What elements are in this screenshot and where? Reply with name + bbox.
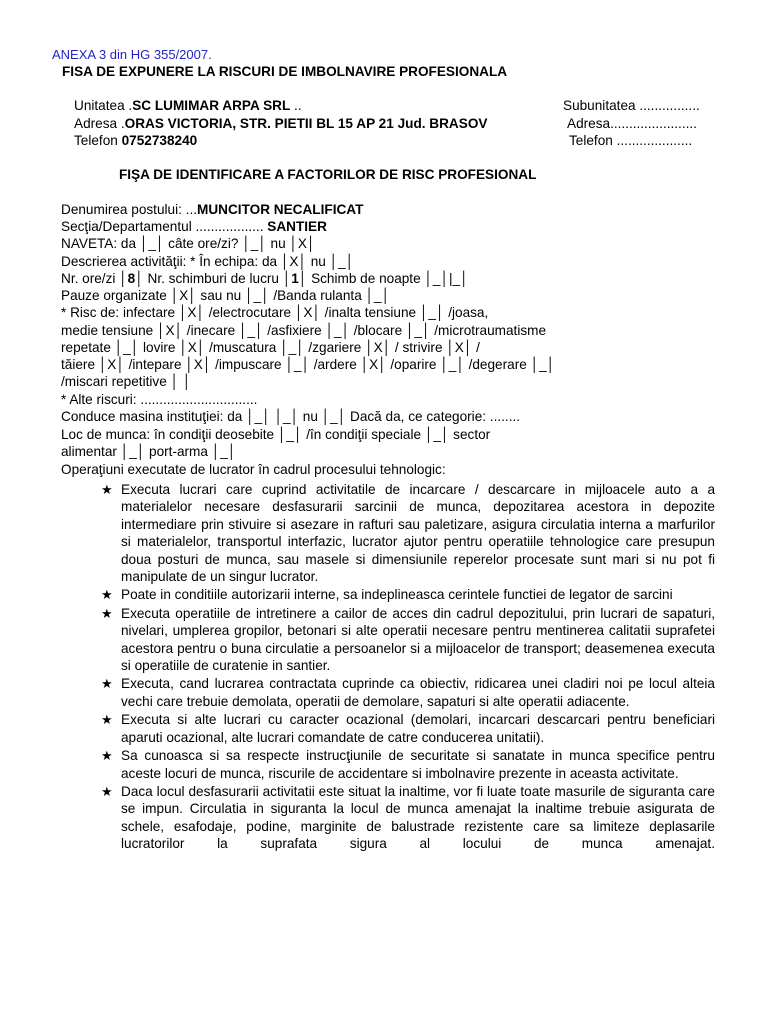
risk-line-3: repetate │_│ lovire │X│ /muscatura │_│ /zgariere │X│ / strivire │X│ / [61, 340, 480, 355]
star-bullet-icon: ★ [101, 783, 113, 799]
operation-text: Executa si alte lucrari cu caracter ocazional (demolari, incarcari descarcari pentru beneficiari aparuti ocazional, alte lucrari comandate de catre conducerea unitatii). [121, 712, 715, 745]
risk-line-1: * Risc de: infectare │X│ /electrocutare │X│ /inalta tensiune │_│ /joasa, [61, 305, 489, 320]
unit-line [74, 97, 302, 114]
hours-line [61, 270, 469, 287]
list-item [101, 481, 715, 585]
list-item [101, 711, 715, 746]
operation-text: Daca locul desfasurarii activitatii este situat la inaltime, vor fi luate toate masurile de siguranta care se impun. Circulatia in siguranta la locul de munca amenajat la inaltime trebuie asigurata de schele, esafodaje, podine, marginite de balustrade rezistente care sa limiteze deplasarile lucratorilor la suprafata sigura al locului de munca amenajat. [121, 783, 715, 852]
subunit-address-field: Adresa....................... [567, 116, 697, 131]
vehicle-line: Conduce masina instituţiei: da │_│ │_│ nu │_│ Dacă da, ce categorie: ........ [61, 409, 521, 424]
post-line [61, 201, 363, 218]
operation-text: Executa lucrari care cuprind activitatile de incarcare / descarcare in mijloacele auto a a materialelor necesare desfasurarii sarcinii de munca, depozitarea acestora in depozite intermediare prin stivuire si asezare in rafturi sau paletizare, asigura circulatia interna a marfurilor si materialelor, transportul interfazic, lucrator ajutor pentru operatiile tehnologice care presupun doua posturi de munca, sau masele si dimensiunile reperelor procesate sunt mari si nu pot fi manipulate de un singur lucrator. [121, 482, 715, 585]
department-value: SANTIER [267, 219, 327, 234]
list-item [101, 747, 715, 782]
activity-line: Descrierea activităţii: * În echipa: da │X│ nu │_│ [61, 254, 355, 269]
post-label: Denumirea postului: ... [61, 202, 198, 217]
operation-text: Executa, cand lucrarea contractata cuprinde ca obiectiv, ridicarea unei cladiri noi pe locul alteia vechi care trebuie demolata, operatii de demolare, sapaturi si alte operatii adiacente. [121, 676, 715, 709]
star-bullet-icon: ★ [101, 482, 113, 497]
star-bullet-icon: ★ [101, 748, 113, 764]
workplace-line-1: Loc de munca: în condiţii deosebite │_│ /în condiţii speciale │_│ sector [61, 427, 491, 442]
address-value: ORAS VICTORIA, STR. PIETII BL 15 AP 21 Jud. BRASOV [124, 116, 488, 131]
department-line [61, 218, 327, 235]
unit-value: SC LUMIMAR ARPA SRL [132, 98, 291, 113]
workplace-line-2: alimentar │_│ port-arma │_│ [61, 444, 237, 459]
document-title: FISA DE EXPUNERE LA RISCURI DE IMBOLNAVIRE PROFESIONALA [62, 64, 508, 79]
risk-line-2: medie tensiune │X│ /inecare │_│ /asfixiere │_│ /blocare │_│ /microtraumatisme [61, 323, 547, 338]
operations-label: Operaţiuni executate de lucrator în cadrul procesului tehnologic: [61, 462, 446, 477]
night-shift-label: │ Schimb de noapte │_│|_│ [298, 271, 469, 286]
unit-label: Unitatea . [74, 98, 133, 113]
hours-value: 8 [127, 271, 136, 286]
address-line [74, 115, 487, 132]
star-bullet-icon: ★ [101, 587, 113, 603]
operation-text: Sa cunoasca si sa respecte instrucţiunile de securitate si sanatate in munca specifice pentru aceste locuri de munca, riscurile de accidentare si imbolnavire prezente in aceasta activitate. [121, 748, 715, 781]
subunit-phone-field: Telefon .................... [569, 133, 693, 148]
list-item [101, 675, 715, 710]
address-label: Adresa . [74, 116, 125, 131]
subunit-field: Subunitatea ................ [563, 98, 700, 113]
risk-line-5: /miscari repetitive │ │ [61, 374, 192, 389]
risk-line-4: tăiere │X│ /intepare │X│ /impuscare │_│ /ardere │X│ /oparire │_│ /degerare │_│ [61, 357, 556, 372]
unit-suffix: .. [290, 98, 302, 113]
operation-text: Executa operatiile de intretinere a cailor de acces din cadrul depozitului, prin lucrari de sapaturi, nivelari, umplerea gropilor, betonari si alte operatii necesare pentru mentinerea calitatii suprafetei acestora pentru o buna circulatie a persoanelor si a mijloacelor de transport; deasemenea executa si operatiile de curatenie in santier. [121, 605, 715, 674]
post-value: MUNCITOR NECALIFICAT [197, 202, 364, 217]
star-bullet-icon: ★ [101, 676, 113, 692]
phone-value: 0752738240 [121, 133, 198, 148]
shifts-value: 1 [291, 271, 299, 286]
hours-label: Nr. ore/zi │ [61, 271, 128, 286]
section-title: FIŞA DE IDENTIFICARE A FACTORILOR DE RISC PROFESIONAL [119, 167, 537, 182]
department-label: Secţia/Departamentul .................. [61, 219, 268, 234]
list-item [101, 783, 715, 853]
shifts-label: │ Nr. schimburi de lucru │ [135, 271, 292, 286]
list-item [101, 605, 715, 675]
phone-line [74, 132, 197, 149]
operation-text: Poate in conditiile autorizarii interne, sa indeplineasca cerintele functiei de legator de sarcini [121, 587, 673, 603]
breaks-line: Pauze organizate │X│ sau nu │_│ /Banda rulanta │_│ [61, 288, 391, 303]
other-risks-line: * Alte riscuri: ............................... [61, 392, 258, 407]
list-item [101, 586, 715, 603]
operations-list [101, 481, 715, 854]
phone-label: Telefon [74, 133, 118, 148]
commute-line: NAVETA: da │_│ câte ore/zi? │_│ nu │X│ [61, 236, 316, 251]
star-bullet-icon: ★ [101, 712, 113, 728]
annex-reference: ANEXA 3 din HG 355/2007. [52, 47, 212, 62]
star-bullet-icon: ★ [101, 605, 113, 621]
